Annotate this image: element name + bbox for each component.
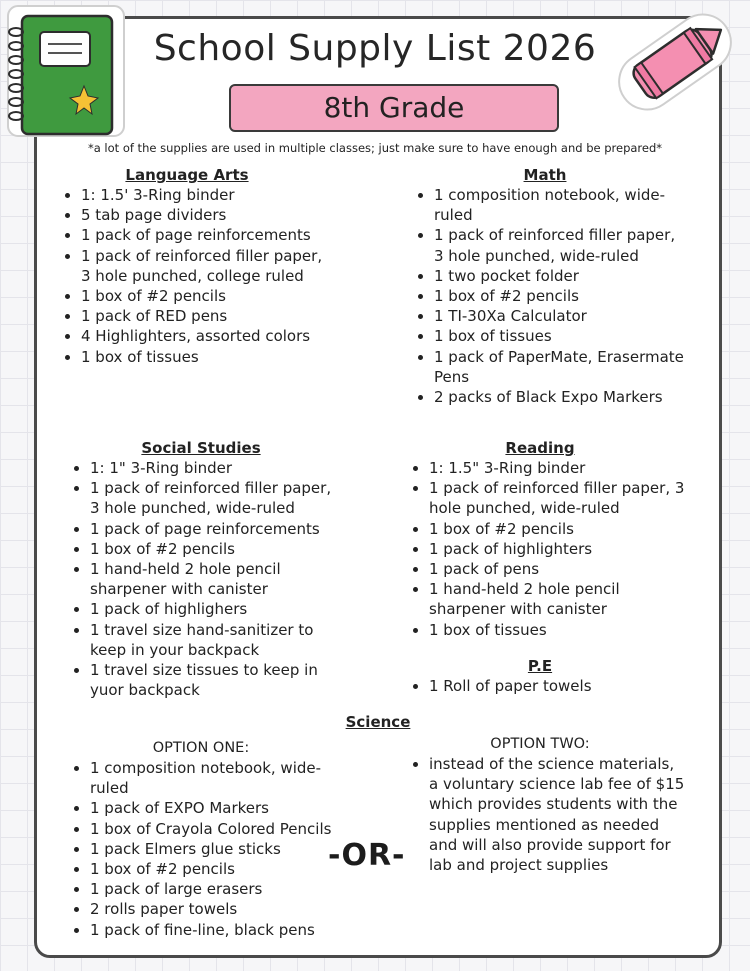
- list-item: • 1 pack of highlighters: [429, 539, 685, 559]
- option-one-label: OPTION ONE:: [152, 740, 250, 756]
- list-item: • 1 pack of reinforced filler paper, 3 hole punched, college ruled: [81, 246, 332, 286]
- page-title: School Supply List 2026: [153, 28, 597, 69]
- list-item: • 1 box of #2 pencils: [434, 286, 685, 306]
- list-item: • 1 travel size tissues to keep in yuor backpack: [90, 660, 341, 700]
- language-arts-section: [62, 165, 332, 367]
- math-section: [415, 165, 685, 407]
- list-item: • 1 box of #2 pencils: [81, 286, 332, 306]
- pe-list: [410, 676, 685, 696]
- science-option-two: [410, 734, 685, 875]
- list-item: • 1: 1.5" 3-Ring binder: [429, 458, 685, 478]
- science-heading: Science: [345, 713, 411, 731]
- list-item: • 1 box of tissues: [81, 347, 332, 367]
- reading-section: [410, 438, 685, 640]
- social-studies-heading: Social Studies: [141, 439, 261, 457]
- list-item: • 4 Highlighters, assorted colors: [81, 326, 332, 346]
- science-option-one: [71, 738, 341, 940]
- option-one-list: [71, 758, 341, 940]
- reading-heading: Reading: [505, 439, 575, 457]
- math-list: [415, 185, 685, 407]
- pe-section: [410, 656, 685, 696]
- list-item: • 1: 1.5' 3-Ring binder: [81, 185, 332, 205]
- list-item: • 1 box of tissues: [434, 326, 685, 346]
- list-item: • 1: 1" 3-Ring binder: [90, 458, 341, 478]
- pe-heading: P.E: [527, 657, 553, 675]
- list-item: • 1 Roll of paper towels: [429, 676, 685, 696]
- list-item: • 1 two pocket folder: [434, 266, 685, 286]
- list-item: • 5 tab page dividers: [81, 205, 332, 225]
- language-arts-list: [62, 185, 332, 367]
- list-item: • 1 box of #2 pencils: [90, 859, 341, 879]
- list-item: • 1 pack Elmers glue sticks: [90, 839, 341, 859]
- reading-list: [410, 458, 685, 640]
- language-arts-heading: Language Arts: [125, 166, 249, 184]
- social-studies-list: [71, 458, 341, 700]
- list-item: • 1 box of tissues: [429, 620, 685, 640]
- list-item: • 2 rolls paper towels: [90, 899, 341, 919]
- list-item: • 1 composition notebook, wide-ruled: [90, 758, 341, 798]
- list-item: • 1 pack of pens: [429, 559, 685, 579]
- list-item: • 1 pack of page reinforcements: [81, 225, 332, 245]
- list-item: • 1 pack of fine-line, black pens: [90, 920, 341, 940]
- list-item: • instead of the science materials, a voluntary science lab fee of $15 which provides students with the supplies mentioned as needed and will also provide support for lab and project supplies: [429, 754, 685, 875]
- social-studies-section: [71, 438, 341, 700]
- list-item: • 1 box of Crayola Colored Pencils: [90, 819, 341, 839]
- list-item: • 1 pack of reinforced filler paper, 3 hole punched, wide-ruled: [434, 225, 685, 265]
- notebook-icon: [0, 0, 135, 150]
- math-heading: Math: [523, 166, 567, 184]
- list-item: • 1 pack of PaperMate, Erasermate Pens: [434, 347, 685, 387]
- list-item: • 1 travel size hand-sanitizer to keep in your backpack: [90, 620, 341, 660]
- list-item: • 1 TI-30Xa Calculator: [434, 306, 685, 326]
- list-item: • 1 pack of reinforced filler paper, 3 hole punched, wide-ruled: [90, 478, 341, 518]
- list-item: • 1 pack of page reinforcements: [90, 519, 341, 539]
- list-item: • 1 pack of large erasers: [90, 879, 341, 899]
- list-item: • 1 box of #2 pencils: [90, 539, 341, 559]
- list-item: • 1 composition notebook, wide-ruled: [434, 185, 685, 225]
- option-two-list: [410, 754, 685, 875]
- list-item: • 1 hand-held 2 hole pencil sharpener with canister: [90, 559, 341, 599]
- list-item: • 1 pack of RED pens: [81, 306, 332, 326]
- or-divider: -OR-: [328, 838, 406, 873]
- list-item: • 1 box of #2 pencils: [429, 519, 685, 539]
- list-item: • 1 pack of reinforced filler paper, 3 hole punched, wide-ruled: [429, 478, 685, 518]
- list-item: • 1 pack of highlighers: [90, 599, 341, 619]
- grade-badge: 8th Grade: [229, 84, 559, 132]
- supply-note: *a lot of the supplies are used in multiple classes; just make sure to have enough and be prepared*: [87, 141, 663, 155]
- list-item: • 2 packs of Black Expo Markers: [434, 387, 685, 407]
- list-item: • 1 pack of EXPO Markers: [90, 798, 341, 818]
- option-two-label: OPTION TWO:: [490, 736, 590, 752]
- list-item: • 1 hand-held 2 hole pencil sharpener with canister: [429, 579, 685, 619]
